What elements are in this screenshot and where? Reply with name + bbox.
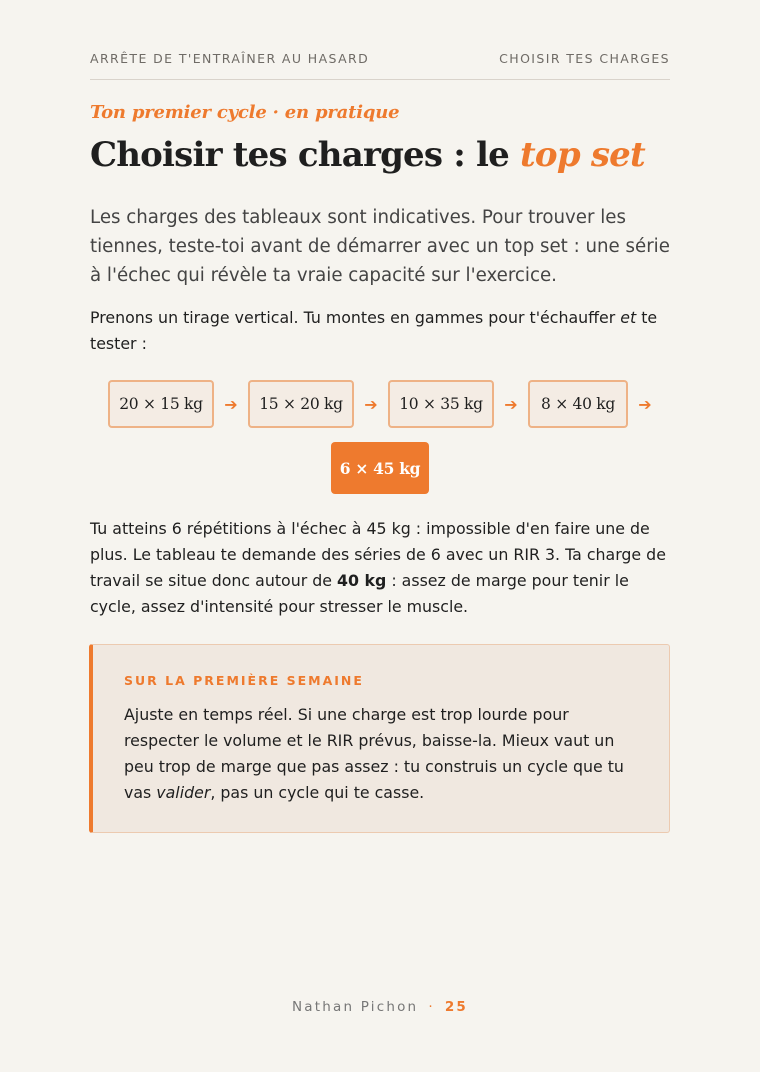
example-paragraph xyxy=(90,305,675,357)
result-text-before: Tu atteins 6 répétitions à l'échec à 45 kg : impossible d'en faire une de plus. Le tableau te demande des séries de 6 avec un RIR 3. Ta charge de travail se situe donc autour de xyxy=(90,519,666,590)
section-kicker: Ton premier cycle · en pratique xyxy=(90,102,400,123)
running-header xyxy=(90,51,670,80)
header-book-title: ARRÊTE DE T'ENTRAÎNER AU HASARD xyxy=(90,51,370,66)
callout-body xyxy=(124,702,644,806)
warmup-set-3: 10 × 35 kg xyxy=(388,380,494,428)
title-accent: top set xyxy=(520,135,645,175)
arrow-right-icon: ➔ xyxy=(638,394,652,414)
arrow-right-icon: ➔ xyxy=(504,394,518,414)
result-text-strong: 40 kg xyxy=(337,571,387,590)
warmup-set-2: 15 × 20 kg xyxy=(248,380,354,428)
page-footer xyxy=(0,999,760,1015)
callout-text-before: Ajuste en temps réel. Si une charge est trop lourde pour respecter le volume et le RIR prévus, baisse-la. Mieux vaut un peu trop de marge que pas assez : tu construis un cycle que tu vas xyxy=(124,705,624,802)
arrow-right-icon: ➔ xyxy=(364,394,378,414)
example-text-before: Prenons un tirage vertical. Tu montes en gammes pour t'échauffer xyxy=(90,308,621,327)
footer-separator: · xyxy=(428,999,435,1015)
top-set-box: 6 × 45 kg xyxy=(331,442,429,494)
warmup-set-1: 20 × 15 kg xyxy=(108,380,214,428)
result-text-after: : assez de marge pour tenir le cycle, assez d'intensité pour stresser le muscle. xyxy=(90,571,629,616)
arrow-right-icon: ➔ xyxy=(224,394,238,414)
result-paragraph xyxy=(90,516,675,620)
header-chapter-title: CHOISIR TES CHARGES xyxy=(499,51,670,66)
example-text-emphasis: et xyxy=(620,308,637,327)
page-number: 25 xyxy=(444,999,469,1015)
title-main: Choisir tes charges : le xyxy=(90,135,521,175)
footer-author: Nathan Pichon xyxy=(291,999,419,1015)
warmup-set-4: 8 × 40 kg xyxy=(528,380,628,428)
callout-title: SUR LA PREMIÈRE SEMAINE xyxy=(124,673,364,688)
first-week-callout xyxy=(89,644,670,833)
page-title xyxy=(90,137,645,174)
warmup-sets-row xyxy=(108,380,662,428)
callout-text-after: , pas un cycle qui te casse. xyxy=(210,783,425,802)
example-text-after: te tester : xyxy=(90,308,658,353)
callout-text-emphasis: valider xyxy=(156,783,211,802)
intro-paragraph: Les charges des tableaux sont indicatives. Pour trouver les tiennes, teste-toi avant de démarrer avec un top set : une série à l'échec qui révèle ta vraie capacité sur l'exercice. xyxy=(90,207,670,286)
